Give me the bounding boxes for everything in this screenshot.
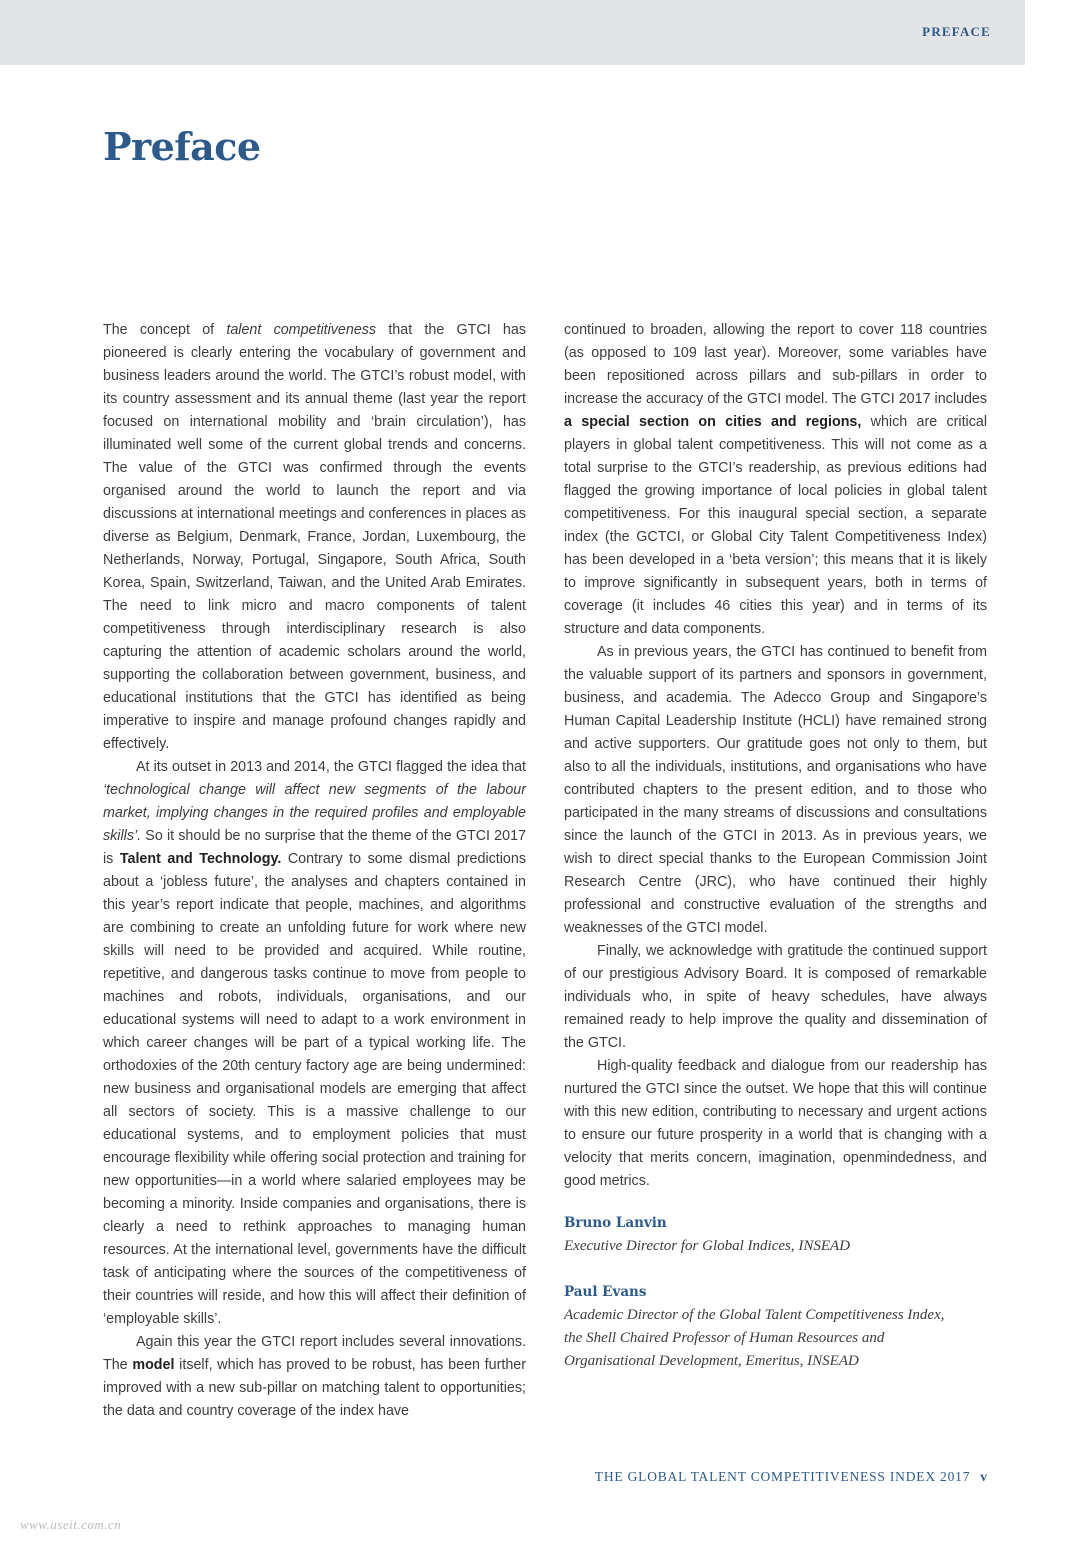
right-column	[564, 319, 987, 1373]
right-paragraph-2: As in previous years, the GTCI has continued to benefit from the valuable support of its partners and sponsors in government, business, and academia. The Adecco Group and Singapore’s Human Capital Leadership Institute (HCLI) have remained strong and active supporters. Our gratitude goes not only to them, but also to all the individuals, institutions, and organisations who have contributed chapters to the present edition, and to those who participated in the many streams of discussions and consultations since the launch of the GTCI in 2013. As in previous years, we wish to direct special thanks to the European Commission Joint Research Centre (JRC), who have continued their highly professional and constructive evaluation of the strengths and weaknesses of the GTCI model.	[564, 644, 987, 936]
signatory-role-line: Organisational Development, Emeritus, INSEAD	[564, 1353, 859, 1369]
left-column	[103, 319, 526, 1423]
right-paragraph-1: continued to broaden, allowing the report to cover 118 countries (as opposed to 109 last year). Moreover, some variables have been repositioned across pillars and sub-pillars in order to increase the accuracy of the GTCI model. The GTCI 2017 includes a special section on cities and regions, which are critical players in global talent competitiveness. This will not come as a total surprise to the GTCI’s readership, as previous editions had flagged the growing importance of local policies in global talent competitiveness. For this inaugural special section, a separate index (the GCTCI, or Global City Talent Competitiveness Index) has been developed in a ‘beta version’; this means that it is likely to improve significantly in subsequent years, both in terms of coverage (it includes 46 cities this year) and in terms of its structure and data components.	[564, 322, 987, 637]
page-number: v	[980, 1469, 987, 1484]
signatory-name: Bruno Lanvin	[564, 1215, 667, 1231]
publication-title: THE GLOBAL TALENT COMPETITIVENESS INDEX 2017	[594, 1469, 971, 1484]
signatory-role: Executive Director for Global Indices, INSEAD	[564, 1238, 851, 1254]
signatory-name: Paul Evans	[564, 1284, 647, 1300]
left-paragraph-2: At its outset in 2013 and 2014, the GTCI flagged the idea that ‘technological change will affect new segments of the labour market, implying changes in the required profiles and employable skills’. So it should be no surprise that the theme of the GTCI 2017 is Talent and Technology. Contrary to some dismal predictions about a ‘jobless future’, the analyses and chapters contained in this year’s report indicate that people, machines, and algorithms are combining to create an unfolding future for work where new skills will need to be provided and acquired. While routine, repetitive, and dangerous tasks continue to move from people to machines and robots, individuals, organisations, and our educational systems will need to adapt to a work environment in which career changes will be part of a typical working life. The orthodoxies of the 20th century factory age are being undermined: new business and organisational models are emerging that affect all sectors of society. This is a massive challenge to our educational systems, and to employment policies that must encourage flexibility while offering social protection and training for new opportunities—in a world where salaried employees may be becoming a minority. Inside companies and organisations, there is clearly a need to rethink approaches to managing human resources. At the international level, governments have the difficult task of anticipating where the sources of the competitiveness of their countries will reside, and how this will affect their definition of ‘employable skills’.	[103, 759, 526, 1327]
signature-block	[564, 1281, 987, 1373]
page-footer	[595, 1469, 987, 1485]
right-paragraph-3: Finally, we acknowledge with gratitude the continued support of our prestigious Advisory Board. It is composed of remarkable individuals who, in spite of heavy schedules, have always remained ready to help improve the quality and dissemination of the GTCI.	[564, 943, 987, 1051]
page-title: Preface	[103, 124, 261, 169]
signature-block	[564, 1212, 987, 1258]
header-band	[0, 0, 1025, 65]
right-paragraph-4: High-quality feedback and dialogue from our readership has nurtured the GTCI since the outset. We hope that this will continue with this new edition, contributing to necessary and urgent actions to ensure our future prosperity in a world that is changing with a velocity that merits concern, imagination, openmindedness, and good metrics.	[564, 1058, 987, 1189]
watermark: www.useit.com.cn	[20, 1517, 122, 1532]
left-paragraph-1: The concept of talent competitiveness that the GTCI has pioneered is clearly entering the vocabulary of government and business leaders around the world. The GTCI’s robust model, with its country assessment and its annual theme (last year the report focused on international mobility and ‘brain circulation’), has illuminated well some of the current global trends and concerns. The value of the GTCI was confirmed through the events organised around the world to launch the report and via discussions at international meetings and conferences in places as diverse as Belgium, Denmark, France, Jordan, Luxembourg, the Netherlands, Norway, Portugal, Singapore, South Africa, South Korea, Spain, Switzerland, Taiwan, and the United Arab Emirates. The need to link micro and macro components of talent competitiveness through interdisciplinary research is also capturing the attention of academic scholars around the world, supporting the collaboration between government, business, and educational institutions that the GTCI has identified as being imperative to inspire and manage profound changes rapidly and effectively.	[103, 322, 526, 752]
section-label: PREFACE	[922, 24, 991, 39]
signatory-role-line: Academic Director of the Global Talent Competitiveness Index,	[564, 1307, 945, 1323]
left-paragraph-3: Again this year the GTCI report includes several innovations. The model itself, which has proved to be robust, has been further improved with a new sub-pillar on matching talent to opportunities; the data and country coverage of the index have	[103, 1334, 527, 1419]
signatory-role-line: the Shell Chaired Professor of Human Resources and	[564, 1330, 885, 1346]
